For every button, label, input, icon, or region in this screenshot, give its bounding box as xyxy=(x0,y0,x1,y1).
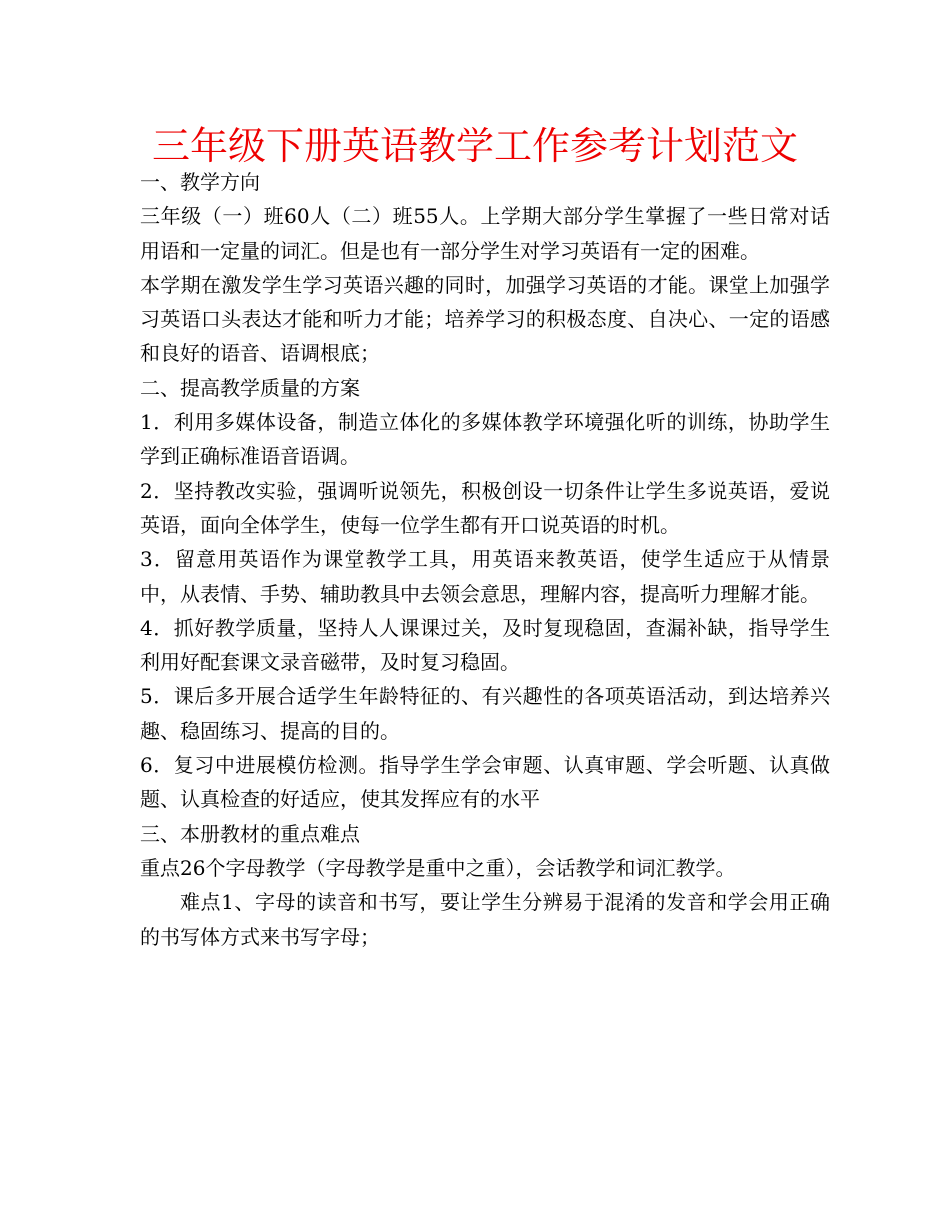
list-item-5: 5．课后多开展合适学生年龄特征的、有兴趣性的各项英语活动，到达培养兴趣、稳固练习、提高的目的。 xyxy=(140,684,830,743)
list-item-4: 4．抓好教学质量，坚持人人课课过关，及时复现稳固，查漏补缺，指导学生利用好配套课文录音磁带，及时复习稳固。 xyxy=(140,615,830,675)
list-item-1: 1．利用多媒体设备，制造立体化的多媒体教学环境强化听的训练，协助学生学到正确标准语音语调。 xyxy=(140,410,830,469)
paragraph-key-points: 重点26个字母教学（字母教学是重中之重），会话教学和词汇教学。 xyxy=(140,855,736,880)
list-item-3: 3．留意用英语作为课堂教学工具，用英语来教英语，使学生适应于从情景中，从表情、手势、辅助教具中去领会意思，理解内容，提高听力理解才能。 xyxy=(140,547,830,606)
document-title: 三年级下册英语教学工作参考计划范文 xyxy=(151,124,798,168)
list-item-6: 6．复习中进展模仿检测。指导学生学会审题、认真审题、学会听题、认真做题、认真检查的好适应，使其发挥应有的水平 xyxy=(140,753,830,812)
section-heading-2: 二、提高教学质量的方案 xyxy=(140,375,360,400)
document-body xyxy=(140,165,830,954)
paragraph-class-info: 三年级（一）班60人（二）班55人。上学期大部分学生掌握了一些日常对话用语和一定量的词汇。但是也有一部分学生对学习英语有一定的困难。 xyxy=(140,204,830,263)
list-item-2: 2．坚持教改实验，强调听说领先，积极创设一切条件让学生多说英语，爱说英语，面向全体学生，使每一位学生都有开口说英语的时机。 xyxy=(140,478,830,537)
section-heading-3: 三、本册教材的重点难点 xyxy=(140,821,360,846)
paragraph-semester-goal: 本学期在激发学生学习英语兴趣的同时，加强学习英语的才能。课堂上加强学习英语口头表达才能和听力才能；培养学习的积极态度、自决心、一定的语感和良好的语音、语调根底； xyxy=(140,272,830,366)
paragraph-difficulty-1: 难点1、字母的读音和书写，要让学生分辨易于混淆的发音和学会用正确的书写体方式来书写字母； xyxy=(140,890,830,949)
section-heading-1: 一、教学方向 xyxy=(140,170,260,194)
